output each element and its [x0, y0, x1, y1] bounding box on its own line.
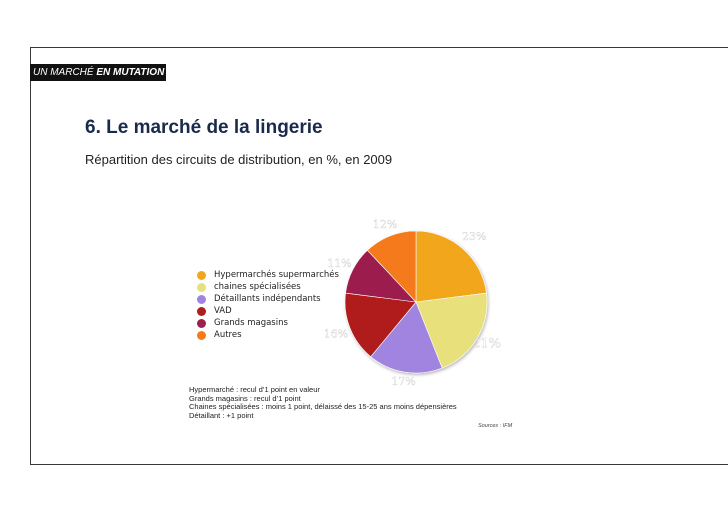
- source-note: Sources : IFM: [478, 423, 513, 429]
- legend-swatch: [197, 319, 206, 328]
- pie-data-label-5: 11%: [327, 257, 352, 270]
- legend-label: Hypermarchés supermarchés: [214, 270, 339, 280]
- page-subtitle: Répartition des circuits de distribution, en %, en 2009: [85, 152, 393, 167]
- legend-swatch: [197, 271, 206, 280]
- legend-swatch: [197, 295, 206, 304]
- note-line: Hypermarché : recul d’1 point en valeur: [189, 385, 320, 394]
- section-tag-part2: EN MUTATION: [96, 67, 165, 78]
- section-tag-part1: UN MARCHÉ: [33, 67, 97, 78]
- notes-block: [189, 386, 457, 420]
- pie-slices: [345, 231, 487, 373]
- legend-swatch: [197, 283, 206, 292]
- legend-label: VAD: [214, 306, 232, 316]
- note-line: Grands magasins : recul d’1 point: [189, 393, 301, 403]
- pie-data-label-3: 17%: [391, 375, 416, 388]
- pie-data-label-4: 16%: [323, 327, 349, 341]
- legend-label: Autres: [214, 330, 242, 340]
- pie-data-label-1: 23%: [461, 230, 487, 243]
- legend-swatch: [197, 331, 206, 340]
- note-line: Chaines spécialisées : moins 1 point, délaissé des 15-25 ans moins dépensières: [189, 402, 457, 411]
- legend-label: chaines spécialisées: [214, 282, 301, 292]
- legend-label: Détaillants indépendants: [214, 294, 321, 304]
- note-line: Détaillant : +1 point: [189, 410, 254, 420]
- legend-label: Grands magasins: [214, 318, 288, 328]
- pie-data-label-2: 21%: [472, 336, 502, 352]
- pie-data-label-6: 12%: [372, 217, 398, 231]
- page-title: 6. Le marché de la lingerie: [85, 117, 323, 138]
- legend-swatch: [197, 307, 206, 316]
